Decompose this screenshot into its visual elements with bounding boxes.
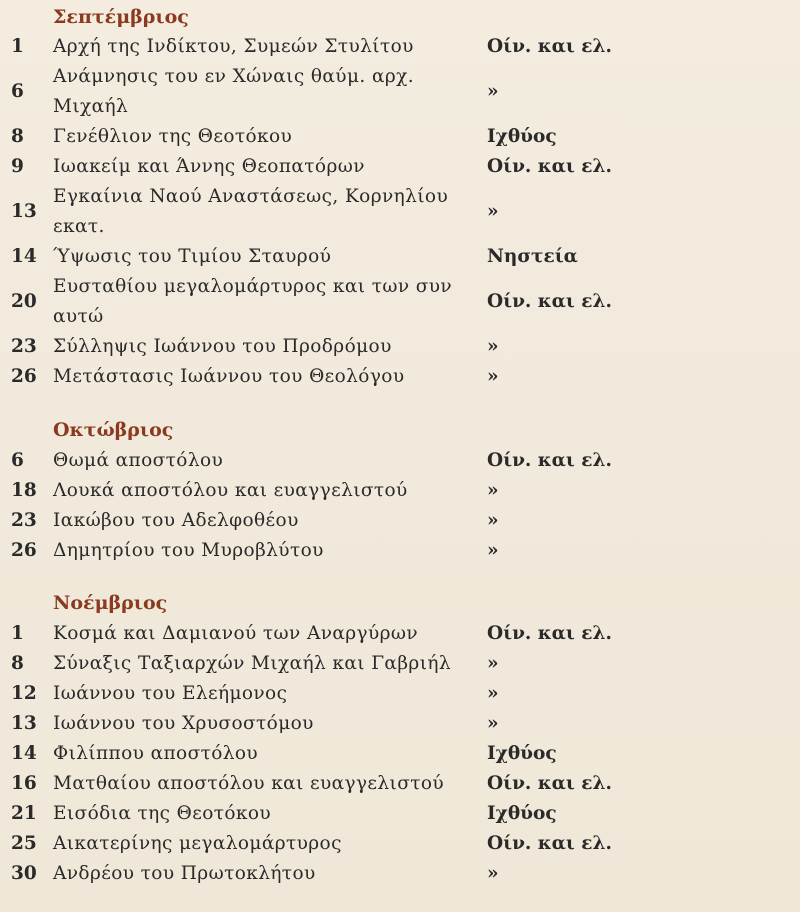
- day-number: 13: [11, 713, 37, 734]
- fasting-rule: Οίν. και ελ.: [487, 623, 612, 644]
- feast-name: Λουκά αποστόλου και ευαγγελιστού: [53, 480, 408, 501]
- table-row: [0, 332, 800, 362]
- feast-name: Ιωάννου του Ελεήμονος: [53, 683, 288, 704]
- table-row: [0, 619, 800, 649]
- feast-name: Εισόδια της Θεοτόκου: [53, 803, 272, 824]
- table-row: [0, 32, 800, 62]
- feast-name: Ανδρέου του Πρωτοκλήτου: [53, 863, 316, 884]
- table-row: [0, 476, 800, 506]
- feast-name: Αικατερίνης μεγαλομάρτυρος: [53, 833, 342, 854]
- fasting-rule: »: [487, 540, 499, 561]
- day-number: 13: [11, 201, 37, 222]
- day-number: 23: [11, 510, 37, 531]
- fasting-rule: Οίν. και ελ.: [487, 156, 612, 177]
- table-row: [0, 709, 800, 739]
- table-row: [0, 362, 800, 392]
- fasting-rule: »: [487, 366, 499, 387]
- table-row: [0, 122, 800, 152]
- table-row: [0, 182, 800, 242]
- day-number: 14: [11, 743, 37, 764]
- fasting-rule: Οίν. και ελ.: [487, 833, 612, 854]
- fasting-rule: »: [487, 81, 499, 102]
- feast-name: Ευσταθίου μεγαλομάρτυρος και των συν αυτώ: [53, 276, 453, 327]
- fasting-rule: Οίν. και ελ.: [487, 36, 612, 57]
- day-number: 8: [11, 653, 24, 674]
- table-row: [0, 739, 800, 769]
- month-title-november: Νοέμβριος: [53, 592, 168, 614]
- day-number: 18: [11, 480, 37, 501]
- fasting-rule: »: [487, 683, 499, 704]
- table-row: [0, 506, 800, 536]
- table-row: [0, 859, 800, 889]
- feast-name: Ιωάννου του Χρυσοστόμου: [53, 713, 314, 734]
- feast-table-november: [0, 619, 800, 889]
- feast-table-september: [0, 32, 800, 392]
- feast-name: Ιωακείμ και Άννης Θεοπατόρων: [53, 156, 365, 177]
- day-number: 14: [11, 246, 37, 267]
- day-number: 6: [11, 81, 24, 102]
- table-row: [0, 152, 800, 182]
- feast-name: Κοσμά και Δαμιανού των Αναργύρων: [53, 623, 419, 644]
- day-number: 1: [11, 623, 24, 644]
- feast-name: Γενέθλιον της Θεοτόκου: [53, 126, 293, 147]
- day-number: 9: [11, 156, 24, 177]
- month-title-september: Σεπτέμβριος: [53, 6, 189, 28]
- feast-name: Ματθαίου αποστόλου και ευαγγελιστού: [53, 773, 445, 794]
- feast-name: Ύψωσις του Τιμίου Σταυρού: [53, 246, 332, 267]
- fasting-rule: Ιχθύος: [487, 743, 557, 764]
- fasting-rule: Οίν. και ελ.: [487, 773, 612, 794]
- day-number: 20: [11, 291, 37, 312]
- table-row: [0, 62, 800, 122]
- fasting-rule: »: [487, 201, 499, 222]
- feast-table-october: [0, 446, 800, 566]
- table-row: [0, 272, 800, 332]
- fasting-rule: »: [487, 863, 499, 884]
- feast-name: Δημητρίου του Μυροβλύτου: [53, 540, 324, 561]
- day-number: 16: [11, 773, 37, 794]
- fasting-rule: Νηστεία: [487, 246, 578, 267]
- feast-name: Εγκαίνια Ναού Αναστάσεως, Κορνηλίου εκατ.: [53, 186, 449, 237]
- fasting-rule: »: [487, 480, 499, 501]
- day-number: 30: [11, 863, 37, 884]
- fasting-rule: Ιχθύος: [487, 803, 557, 824]
- table-row: [0, 536, 800, 566]
- table-row: [0, 242, 800, 272]
- feast-name: Θωμά αποστόλου: [53, 450, 224, 471]
- fasting-rule: Ιχθύος: [487, 126, 557, 147]
- day-number: 23: [11, 336, 37, 357]
- feast-name: Σύναξις Ταξιαρχών Μιχαήλ και Γαβριήλ: [53, 653, 451, 674]
- table-row: [0, 649, 800, 679]
- table-row: [0, 769, 800, 799]
- feast-name: Σύλληψις Ιωάννου του Προδρόμου: [53, 336, 392, 357]
- day-number: 12: [11, 683, 37, 704]
- day-number: 26: [11, 366, 37, 387]
- fasting-rule: »: [487, 713, 499, 734]
- feast-name: Ιακώβου του Αδελφοθέου: [53, 510, 299, 531]
- table-row: [0, 679, 800, 709]
- day-number: 26: [11, 540, 37, 561]
- fasting-rule: »: [487, 510, 499, 531]
- day-number: 21: [11, 803, 37, 824]
- fasting-rule: »: [487, 653, 499, 674]
- day-number: 6: [11, 450, 24, 471]
- day-number: 25: [11, 833, 37, 854]
- day-number: 8: [11, 126, 24, 147]
- feast-name: Φιλίππου αποστόλου: [53, 743, 259, 764]
- feast-name: Μετάστασις Ιωάννου του Θεολόγου: [53, 366, 405, 387]
- table-row: [0, 829, 800, 859]
- fasting-rule: Οίν. και ελ.: [487, 450, 612, 471]
- feast-name: Αρχή της Ινδίκτου, Συμεών Στυλίτου: [53, 36, 414, 57]
- month-title-october: Οκτώβριος: [53, 419, 174, 441]
- fasting-rule: »: [487, 336, 499, 357]
- day-number: 1: [11, 36, 24, 57]
- fasting-rule: Οίν. και ελ.: [487, 291, 612, 312]
- table-row: [0, 446, 800, 476]
- feast-name: Ανάμνησις του εν Χώναις θαύμ. αρχ. Μιχαήλ: [53, 66, 414, 117]
- table-row: [0, 799, 800, 829]
